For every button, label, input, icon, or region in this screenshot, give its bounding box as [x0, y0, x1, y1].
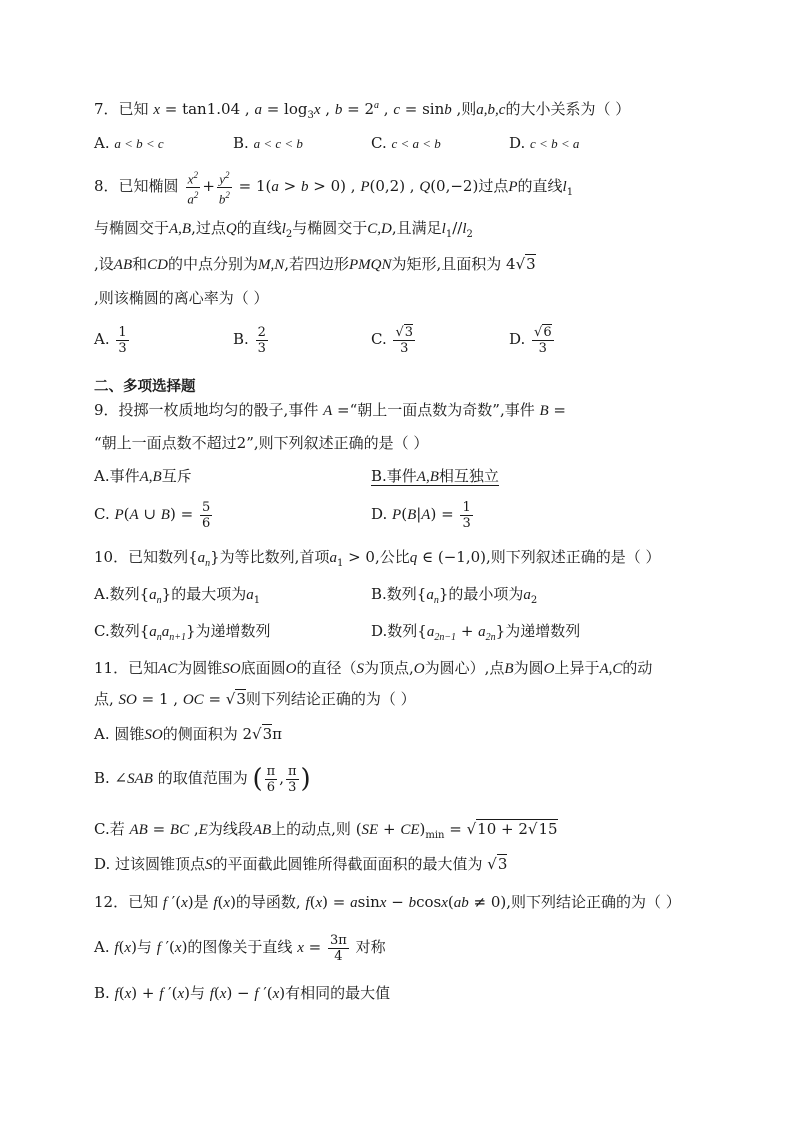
q10-option-c: C.数列$\{a_na_{n+1}\}$为递增数列: [94, 622, 271, 643]
q7-option-a: A. a < b < c: [94, 134, 164, 152]
q9-line2: “朝上一面点数不超过2”,则下列叙述正确的是（ ）: [94, 434, 429, 452]
q7-stem: 7．已知 x = tan1.04 , $a = \log_3x$ , $b = 2^a$ , c = sinb ,则a,b,c的大小关系为（ ）: [94, 100, 631, 121]
q11-option-c: C.若 AB = BC ,E为线段AB上的动点,则 $(SE + CE)_{min} = √10 + 2√15$: [94, 820, 558, 841]
q12-option-b: B. f(x) + f ′(x)与 f(x) − f ′(x)有相同的最大值: [94, 984, 391, 1002]
q8-line2: 与椭圆交于A,B,过点Q的直线$l_2$与椭圆交于C,D,且满足$l_1//l_2$: [94, 219, 473, 240]
q11-line2: 点, SO = 1 , OC = √3则下列结论正确的为（ ）: [94, 690, 416, 708]
q11-line1: 11．已知AC为圆锥SO底面圆O的直径（S为顶点,O为圆心）,点B为圆O上异于A,C的动: [94, 659, 653, 677]
q9-line1: 9．投掷一枚质地均匀的骰子,事件 A =“朝上一面点数为奇数”,事件 B =: [94, 401, 566, 419]
q8-option-d: D. $\frac{√6}{3}$: [509, 324, 552, 356]
q7-option-b: B. a < c < b: [233, 134, 303, 152]
q10-option-d: D.数列$\{a_{2n-1} + a_{2n}\}$为递增数列: [371, 622, 581, 643]
q9-option-b: B.事件A,B相互独立: [371, 467, 499, 485]
q11-option-a: A. 圆锥SO的侧面积为 2√3π: [94, 725, 282, 743]
q10-option-a: A.数列$\{a_n\}$的最大项为$a_1$: [94, 585, 261, 606]
q8-option-b: B. $\frac{2}{3}$: [233, 324, 266, 356]
q12-stem: 12．已知 f ′(x)是 f(x)的导函数, f(x) = asinx − bcosx(ab ≠ 0),则下列结论正确的为（ ）: [94, 893, 681, 911]
q11-option-d: D. 过该圆锥顶点S的平面截此圆锥所得截面面积的最大值为 √3: [94, 855, 508, 873]
q7-option-c: C. c < a < b: [371, 134, 441, 152]
section-heading: 二、多项选择题: [94, 379, 196, 395]
q8-line1: 8．已知椭圆 $\frac{x^2}{a^2}$ + $\frac{y^2}{b^2}$ = 1(a > b > 0) , P(0,2) , Q(0,−2)过点P的直线$l_1$: [94, 170, 574, 206]
q7-option-d: D. c < b < a: [509, 134, 580, 152]
q8-line4: ,则该椭圆的离心率为（ ）: [94, 289, 269, 307]
q10-option-b: B.数列$\{a_n\}$的最小项为$a_2$: [371, 585, 538, 606]
q11-option-b: B. ∠SAB 的取值范围为 ( $\frac{\pi}{6}$ , $\frac{\pi}{3}$ ): [94, 763, 311, 795]
q9-option-c: C. P(A ∪ B) = $\frac{5}{6}$: [94, 499, 211, 531]
q8-option-a: A. $\frac{1}{3}$: [94, 324, 127, 356]
q8-line3: ,设AB和CD的中点分别为M,N,若四边形PMQN为矩形,且面积为 4√3: [94, 255, 536, 273]
q9-option-a: A.事件A,B互斥: [94, 467, 192, 485]
q12-option-a: A. f(x)与 f ′(x)的图像关于直线 x = $\frac{3\pi}{4}$ 对称: [94, 932, 386, 964]
q10-stem: 10．已知数列$\{a_n\}$为等比数列,首项$a_1 > 0$,公比q ∈ (−1,0),则下列叙述正确的是（ ）: [94, 548, 661, 569]
q9-option-d: D. P(B|A) = $\frac{1}{3}$: [371, 499, 471, 531]
q8-option-c: C. $\frac{√3}{3}$: [371, 324, 414, 356]
